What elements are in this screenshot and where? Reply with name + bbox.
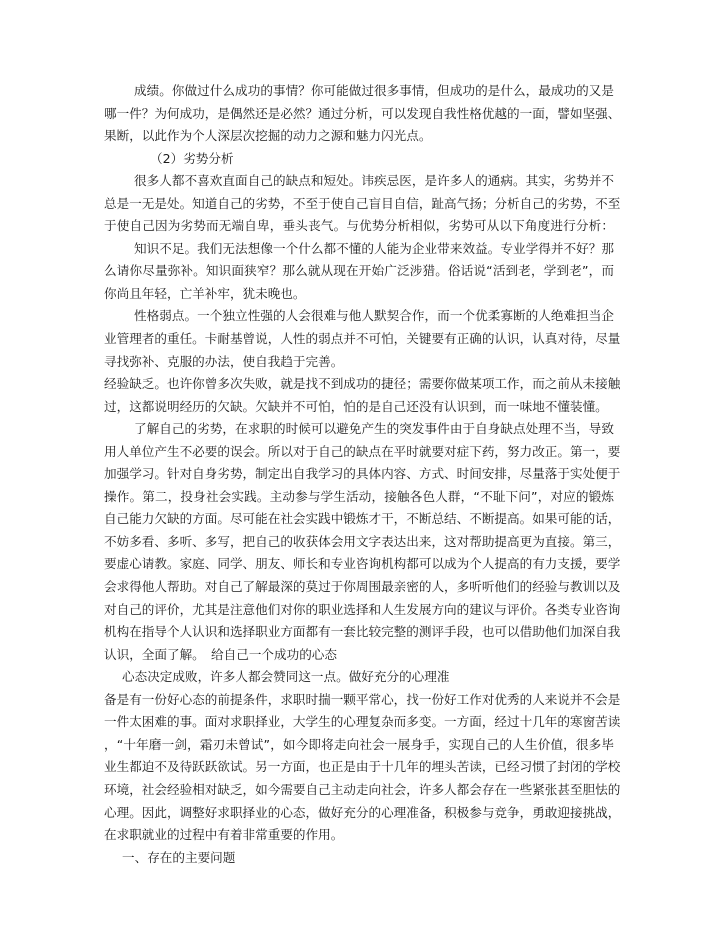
text-line: ，“十年磨一剑，霜刃未曾试”，如今即将走向社会一展身手，实现自己的人生价值，很多毕: [104, 736, 614, 752]
text-line: 成绩。你做过什么成功的事情？你可能做过很多事情，但成功的是什么，最成功的又是: [134, 83, 614, 98]
document-page: [104, 80, 621, 869]
text-line: 自己能力欠缺的方面。尽可能在社会实践中锻炼才干，不断总结、不断提高。如果可能的话，: [104, 511, 621, 527]
text-line: 操作。第二，投身社会实践。主动参与学生活动，接触各色人群，“不耻下问”，对应的锻炼: [104, 488, 614, 504]
text-line: 一件太困难的事。面对求职择业，大学生的心理复杂而多变。一方面，经过十几年的寒窗苦读: [104, 714, 621, 730]
text-line: 对自己的评价，尤其是注意他们对你的职业选择和人生发展方向的建议与评价。各类专业咨询: [104, 601, 621, 617]
text-line: 心态决定成败，许多人都会赞同这一点。做好充分的心理准: [122, 669, 450, 685]
text-line: 心理。因此，调整好求职择业的心态，做好充分的心理准备，积极参与竞争，勇敢迎接挑战，: [104, 804, 621, 820]
text-line: 你尚且年轻，亡羊补牢，犹未晚也。: [104, 285, 306, 301]
text-line: 在求职就业的过程中有着非常重要的作用。: [104, 827, 344, 843]
text-line: 经验缺乏。也许你曾多次失败，就是找不到成功的捷径；需要你做某项工作，而之前从未接触: [104, 376, 621, 392]
text-line: 用人单位产生不必要的误会。所以对于自己的缺点在平时就要对症下药，努力改正。第一，要: [104, 443, 621, 459]
text-line: 一、存在的主要问题: [122, 849, 236, 865]
text-line: 果断，以此作为个人深层次挖掘的动力之源和魅力闪光点。: [104, 128, 432, 144]
text-line: 寻找弥补、克服的办法，使自我趋于完善。: [104, 353, 344, 369]
text-line: 会求得他人帮助。对自己了解最深的莫过于你周围最亲密的人，多听听他们的经验与教训以及: [104, 579, 621, 595]
text-line: 总是一无是处。知道自己的劣势，不至于使自己盲目自信，趾高气扬；分析自己的劣势，不至: [104, 195, 621, 211]
text-line: 认识，全面了解。 给自己一个成功的心态: [104, 646, 337, 662]
text-line: 了解自己的劣势，在求职的时候可以避免产生的突发事件由于自身缺点处理不当，导致: [134, 421, 614, 437]
text-line: 知识不足。我们无法想像一个什么都不懂的人能为企业带来效益。专业学得并不好？那: [134, 240, 614, 256]
text-line: 备是有一份好心态的前提条件，求职时揣一颗平常心，找一份好工作对优秀的人来说并不会是: [104, 691, 621, 707]
text-line: 业管理者的重任。卡耐基曾说，人性的弱点并不可怕，关键要有正确的认识，认真对待，尽量: [104, 331, 621, 347]
text-line: 哪一件？为何成功，是偶然还是必然？通过分析，可以发现自我性格优越的一面，譬如坚强、: [104, 105, 621, 121]
text-line: （2）劣势分析: [150, 150, 234, 166]
text-line: 机构在指导个人认识和选择职业方面都有一套比较完整的测评手段，也可以借助他们加深自我: [104, 624, 621, 640]
text-line: 么请你尽量弥补。知识面狭窄？那么就从现在开始广泛涉猎。俗话说“活到老，学到老”，而: [104, 263, 614, 279]
text-line: 业生都迫不及待跃跃欲试。另一方面，也正是由于十几年的埋头苦读，已经习惯了封闭的学校: [104, 759, 621, 775]
text-line: 过，这都说明经历的欠缺。欠缺并不可怕，怕的是自己还没有认识到，而一味地不懂装懂。: [104, 398, 608, 414]
text-line: 不妨多看、多听、多写，把自己的收获体会用文字表达出来，这对帮助提高更为直接。第三，: [104, 533, 621, 549]
text-line: 性格弱点。一个独立性强的人会很难与他人默契合作，而一个优柔寡断的人绝难担当企: [134, 308, 614, 324]
text-line: 很多人都不喜欢直面自己的缺点和短处。讳疾忌医，是许多人的通病。其实，劣势并不: [134, 173, 614, 189]
text-line: 于使自己因为劣势而无端自卑，垂头丧气。与优势分析相似，劣势可从以下角度进行分析：: [104, 218, 614, 234]
text-line: 要虚心请教。家庭、同学、朋友、师长和专业咨询机构都可以成为个人提高的有力支援，要学: [104, 556, 621, 572]
text-line: 加强学习。针对自身劣势，制定出自我学习的具体内容、方式、时间安排，尽量落于实处便于: [104, 466, 621, 482]
text-line: 环境，社会经验相对缺乏，如今需要自己主动走向社会，许多人都会存在一些紧张甚至胆怯的: [104, 781, 621, 797]
